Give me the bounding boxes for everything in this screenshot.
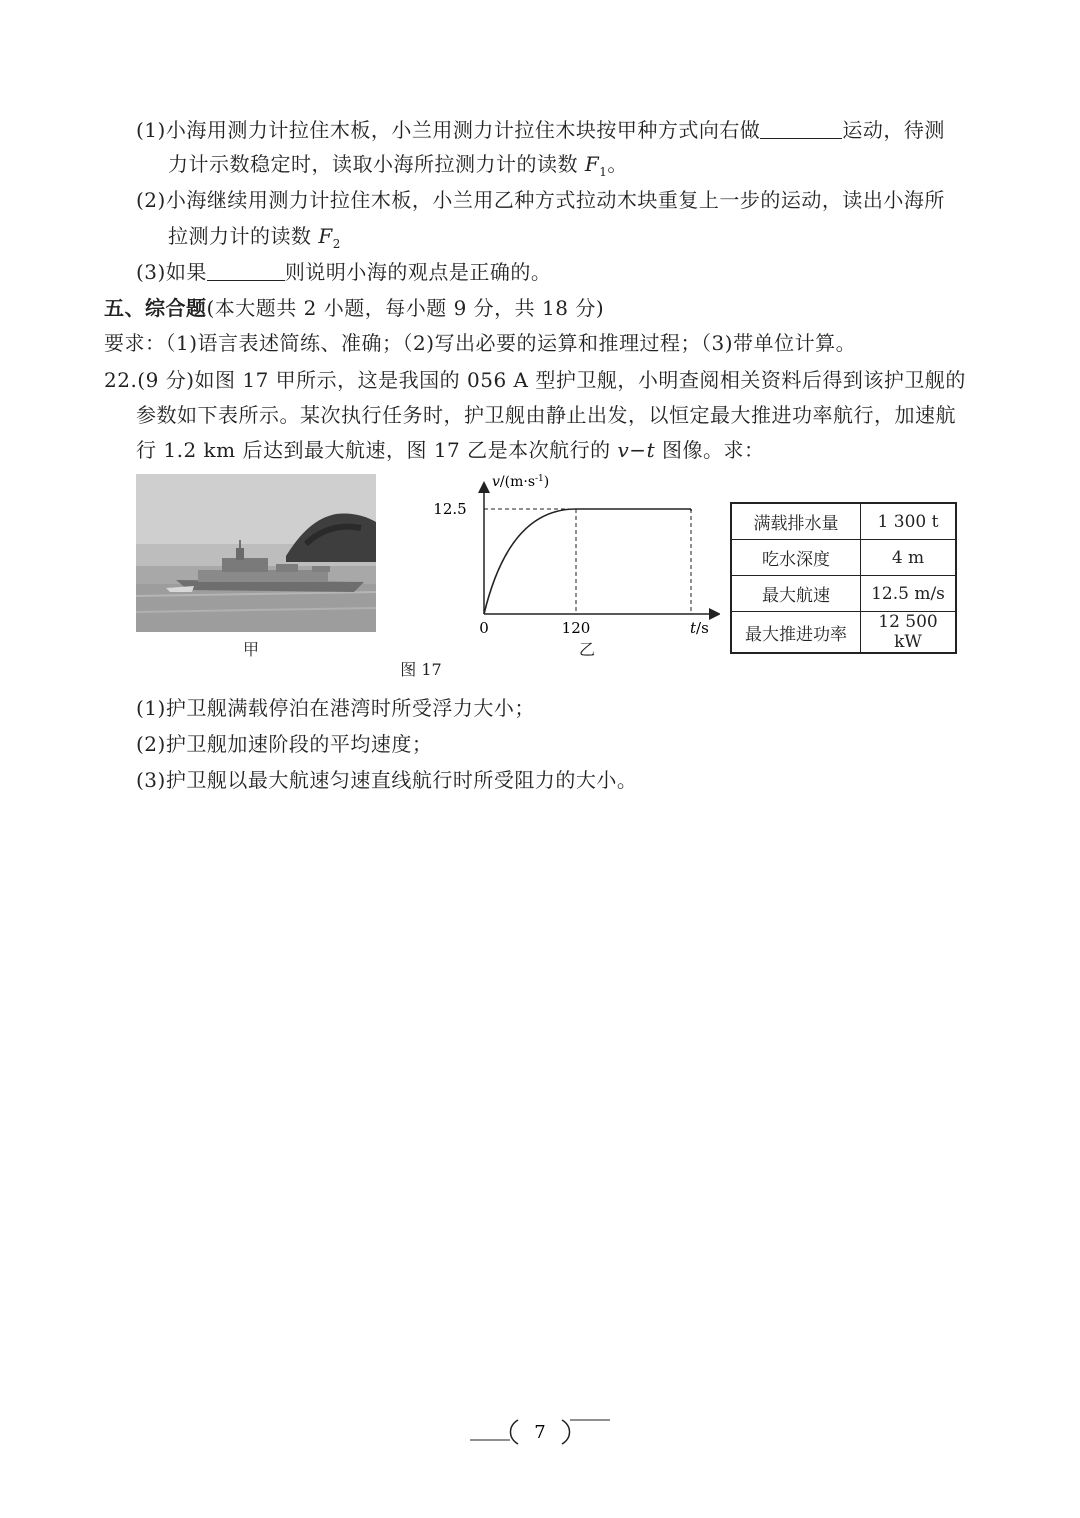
- q21-step1-line2: [168, 150, 628, 186]
- warship-photo: [136, 474, 376, 632]
- var-f2: F: [318, 224, 333, 248]
- section5-note: (本大题共 2 小题，每小题 9 分，共 18 分): [206, 296, 605, 320]
- origin-label: 0: [479, 619, 489, 637]
- q21-step2-line2-text: 拉测力计的读数: [168, 224, 319, 248]
- q22-sub3: (3)护卫舰以最大航速匀速直线航行时所受阻力的大小。: [136, 768, 638, 792]
- q22-sub1: (1)护卫舰满载停泊在港湾时所受浮力大小；: [136, 696, 535, 720]
- q21-step1-text: (1)小海用测力计拉住木板，小兰用测力计拉住木块按甲种方式向右做: [136, 118, 761, 142]
- x-axis-label: [690, 619, 709, 637]
- q21-step2-line2: [168, 222, 341, 258]
- q21-step3-prefix: (3)如果: [136, 260, 207, 284]
- y-axis-var: v: [492, 474, 500, 490]
- var-v: v: [617, 438, 630, 462]
- param-key: 满载排水量: [731, 503, 861, 540]
- q22-line1: 22.(9 分)如图 17 甲所示，这是我国的 056 A 型护卫舰，小明查阅相关资料后得到该护卫舰的: [104, 368, 966, 392]
- y-tick-label: 12.5: [433, 500, 467, 518]
- x-tick-label: 120: [561, 619, 591, 637]
- q21-blank-1[interactable]: [760, 118, 842, 139]
- param-value: 12.5 m/s: [861, 576, 957, 612]
- section5-heading: [104, 294, 604, 322]
- params-table: [730, 502, 957, 654]
- q22-line3-a: 行 1.2 km 后达到最大航速，图 17 乙是本次航行的: [136, 438, 618, 462]
- var-dash: −: [629, 438, 647, 462]
- y-axis-close: ): [543, 474, 550, 490]
- y-axis-label: [492, 474, 549, 490]
- q21-blank-2[interactable]: [207, 260, 285, 281]
- q21-step1-suffix: 运动，待测: [842, 118, 945, 142]
- q22-line2: 参数如下表所示。某次执行任务时，护卫舰由静止出发，以恒定最大推进功率航行，加速航: [136, 403, 956, 427]
- q21-step1-end: 。: [607, 152, 628, 176]
- page-number-decoration: [470, 1416, 610, 1446]
- section5-title: 五、综合题: [104, 296, 207, 320]
- q21-step1-line1: [136, 116, 945, 144]
- param-value: 4 m: [861, 540, 957, 576]
- table-row: [731, 503, 956, 540]
- q21-step1-line2-text: 力计示数稳定时，读取小海所拉测力计的读数: [168, 152, 585, 176]
- var-f2-sub: 2: [332, 237, 341, 251]
- param-value: 12 500 kW: [861, 612, 957, 654]
- page-number: 7: [534, 1422, 546, 1443]
- param-key: 最大航速: [731, 576, 861, 612]
- param-key: 吃水深度: [731, 540, 861, 576]
- var-f1-sub: 1: [599, 165, 608, 179]
- warship-photo-drawing: [136, 474, 376, 632]
- x-axis-unit: /s: [696, 619, 709, 637]
- table-row: [731, 540, 956, 576]
- y-axis-unit: /(m·s: [499, 474, 536, 490]
- table-row: [731, 576, 956, 612]
- param-value: 1 300 t: [861, 503, 957, 540]
- param-key: 最大推进功率: [731, 612, 861, 654]
- vt-chart: [430, 468, 720, 660]
- x-axis-var: t: [690, 619, 697, 637]
- q21-step2-line1: (2)小海继续用测力计拉住木板，小兰用乙种方式拉动木块重复上一步的运动，读出小海所: [136, 188, 945, 212]
- q22-line3: [136, 436, 764, 464]
- acceleration-curve: [484, 509, 576, 614]
- y-axis-exp: -1: [535, 474, 544, 484]
- q22-sub2: (2)护卫舰加速阶段的平均速度；: [136, 732, 433, 756]
- q21-step3-suffix: 则说明小海的观点是正确的。: [284, 260, 552, 284]
- table-row: [731, 612, 956, 654]
- figure-label-jia: 甲: [242, 640, 259, 659]
- var-f1: F: [584, 152, 600, 176]
- q22-line3-b: 图像。求：: [655, 438, 765, 462]
- figure-label-yi: 乙: [578, 640, 595, 659]
- q21-step3: [136, 258, 551, 286]
- figure-caption: 图 17: [400, 660, 442, 679]
- var-t: t: [646, 438, 656, 462]
- section5-requirements: 要求：（1)语言表述简练、准确；（2)写出必要的运算和推理过程；（3)带单位计算。: [104, 331, 857, 355]
